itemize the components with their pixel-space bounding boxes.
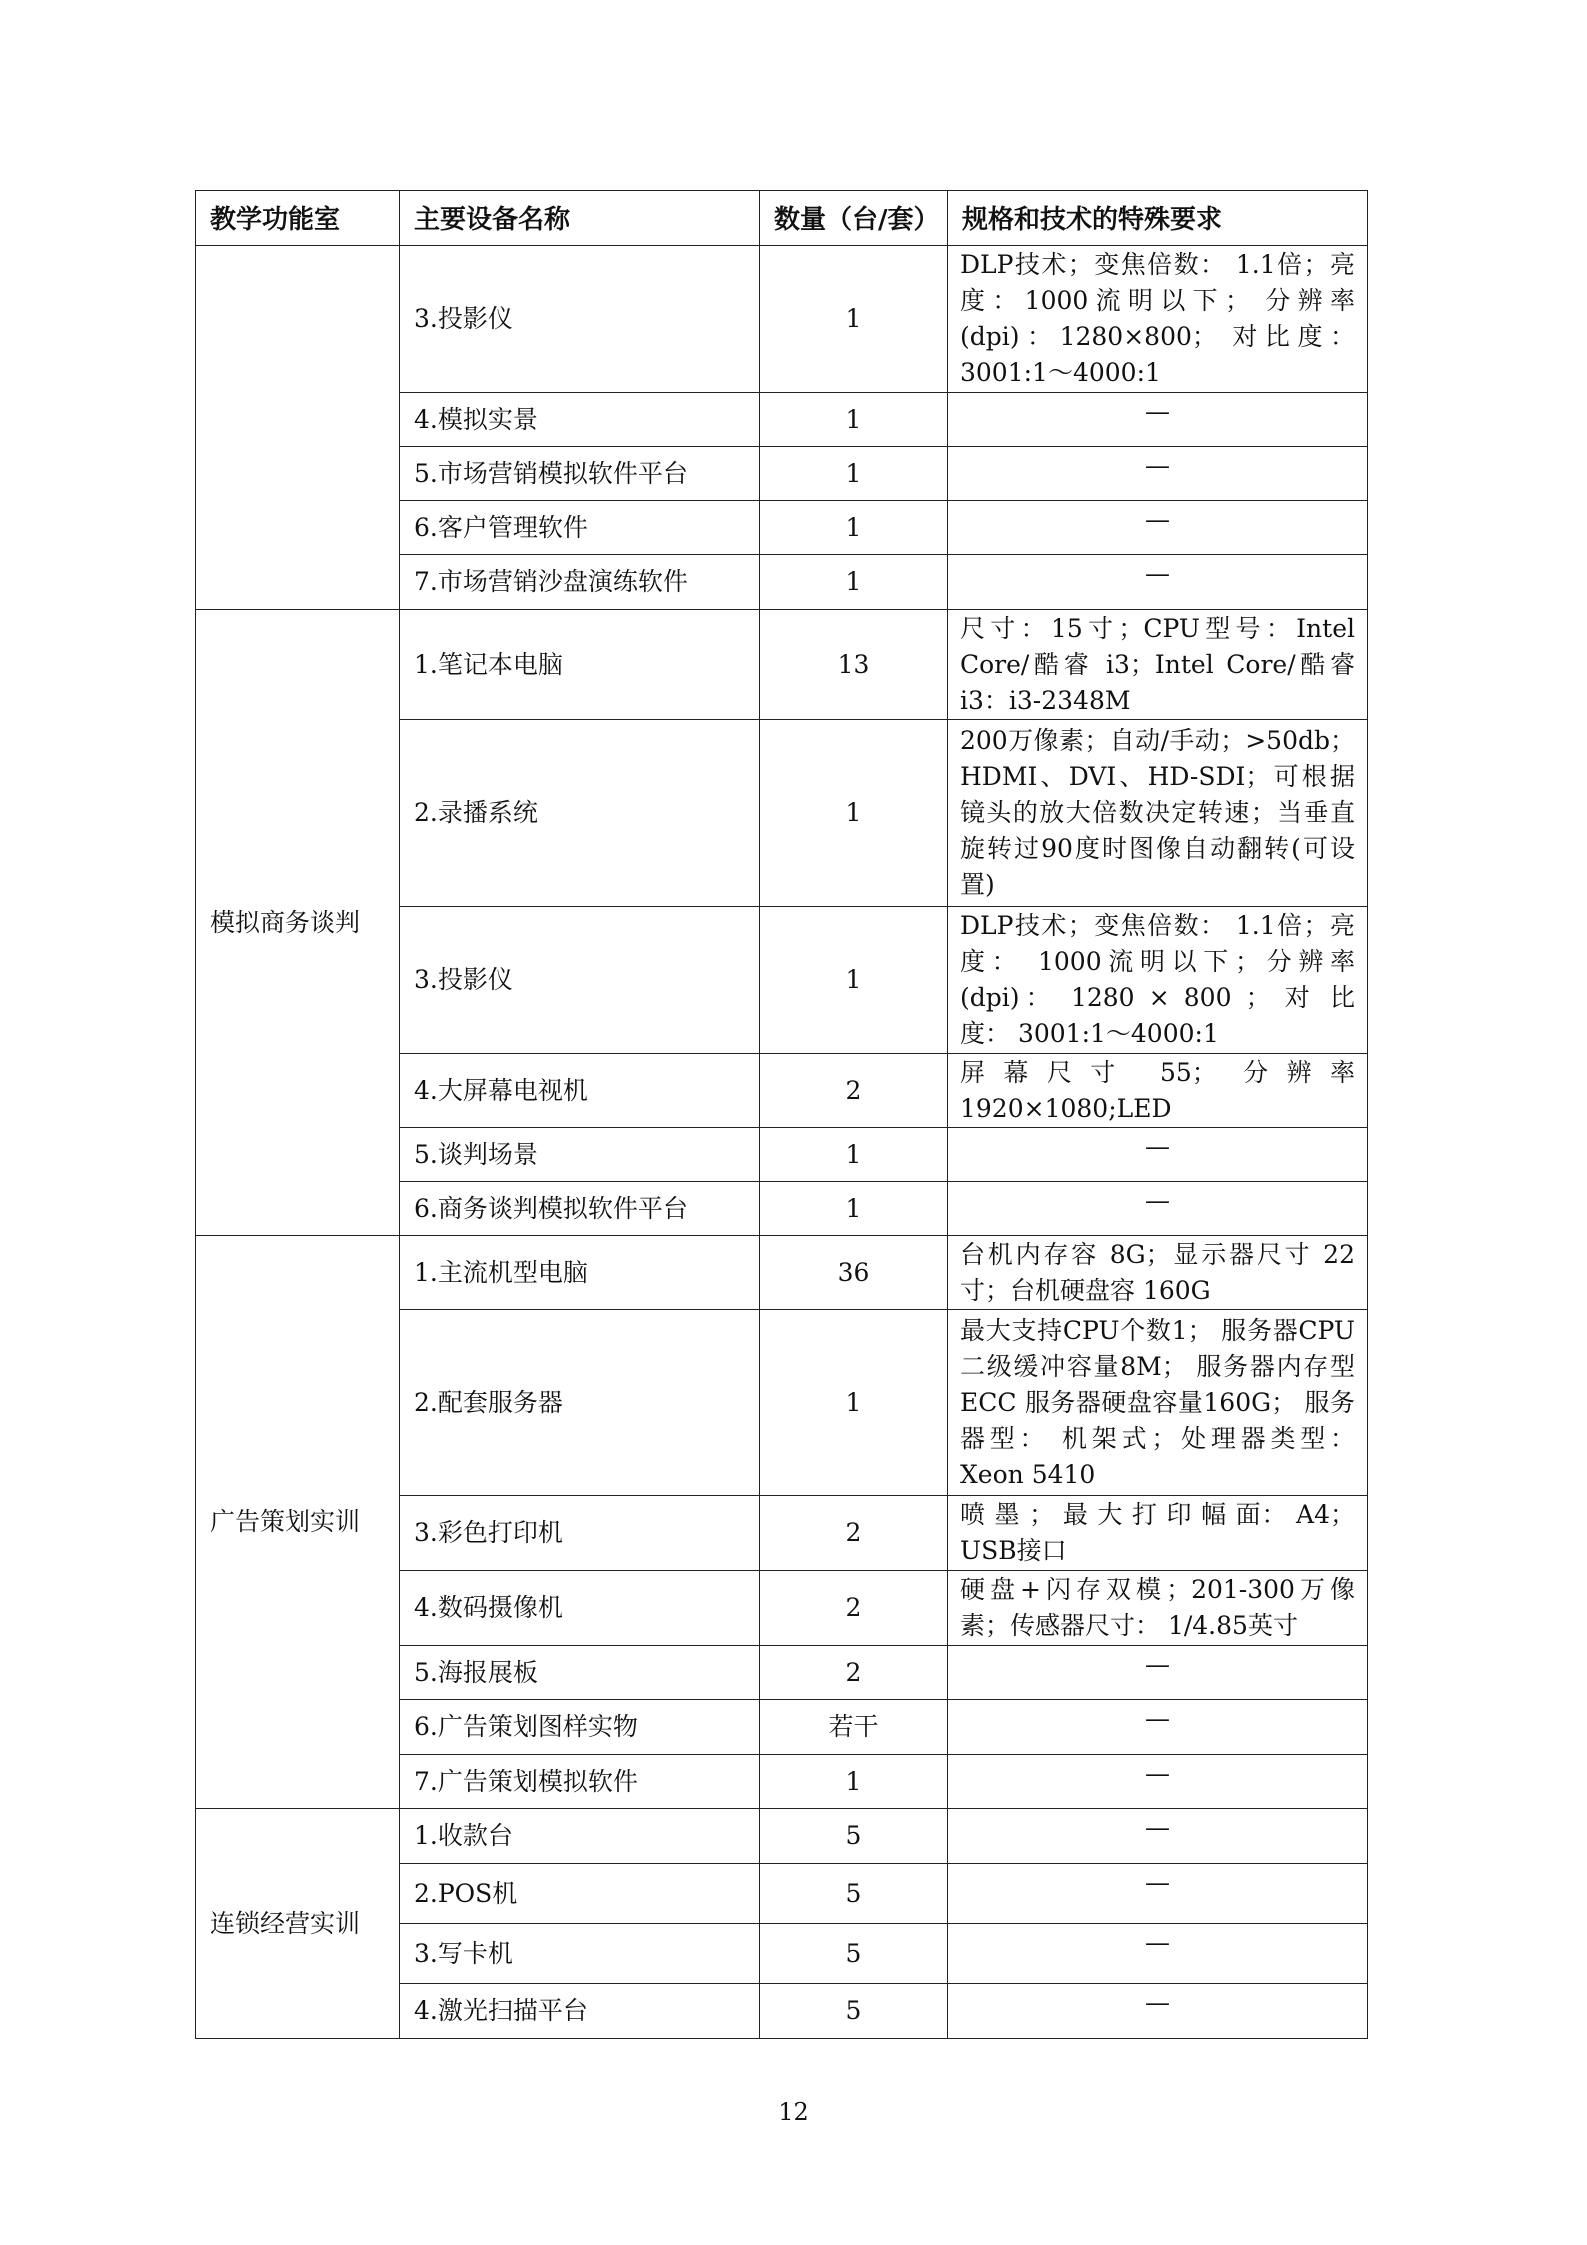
quantity-cell: 1	[760, 501, 948, 555]
spec-cell: 尺寸：15寸；CPU型号：Intel Core/酷睿 i3；Intel Core/酷睿 i3：i3-2348M	[948, 610, 1368, 720]
table-row	[196, 1809, 1368, 1864]
equipment-name-cell: 3.写卡机	[400, 1924, 760, 1984]
table-row	[196, 1236, 1368, 1310]
equipment-name-cell: 5.海报展板	[400, 1646, 760, 1700]
room-name-cell	[196, 246, 400, 610]
quantity-cell: 5	[760, 1924, 948, 1984]
equipment-name-cell: 4.模拟实景	[400, 393, 760, 447]
room-name-cell: 广告策划实训	[196, 1236, 400, 1809]
header-row	[196, 191, 1368, 246]
equipment-name-cell: 3.投影仪	[400, 907, 760, 1054]
spec-cell: —	[948, 1809, 1368, 1864]
quantity-cell: 2	[760, 1646, 948, 1700]
quantity-cell: 5	[760, 1984, 948, 2039]
quantity-cell: 2	[760, 1496, 948, 1571]
spec-cell: —	[948, 1646, 1368, 1700]
header-equipment: 主要设备名称	[400, 191, 760, 246]
spec-cell: 硬盘+闪存双模；201-300万像素；传感器尺寸： 1/4.85英寸	[948, 1571, 1368, 1646]
spec-cell: —	[948, 1700, 1368, 1755]
spec-cell: DLP技术；变焦倍数： 1.1倍；亮度： 1000流明以下；分辨率(dpi)： 1280 × 800 ； 对 比 度： 3001:1～4000:1	[948, 907, 1368, 1054]
quantity-cell: 2	[760, 1571, 948, 1646]
equipment-name-cell: 6.客户管理软件	[400, 501, 760, 555]
quantity-cell: 1	[760, 907, 948, 1054]
equipment-name-cell: 1.主流机型电脑	[400, 1236, 760, 1310]
spec-cell: 最大支持CPU个数1； 服务器CPU二级缓冲容量8M； 服务器内存型 ECC 服务器硬盘容量160G； 服务器型： 机架式；处理器类型： Xeon 5410	[948, 1310, 1368, 1496]
quantity-cell: 1	[760, 555, 948, 610]
table-row	[196, 610, 1368, 720]
quantity-cell: 1	[760, 1128, 948, 1182]
quantity-cell: 2	[760, 1054, 948, 1128]
table-row	[196, 246, 1368, 393]
quantity-cell: 13	[760, 610, 948, 720]
equipment-name-cell: 7.广告策划模拟软件	[400, 1755, 760, 1809]
room-name-cell: 连锁经营实训	[196, 1809, 400, 2039]
equipment-name-cell: 6.商务谈判模拟软件平台	[400, 1182, 760, 1236]
quantity-cell: 1	[760, 1755, 948, 1809]
equipment-name-cell: 2.配套服务器	[400, 1310, 760, 1496]
spec-cell: DLP技术；变焦倍数： 1.1倍；亮度：1000流明以下； 分辨率(dpi)：1280×800； 对比度：3001:1～4000:1	[948, 246, 1368, 393]
quantity-cell: 5	[760, 1864, 948, 1924]
header-room: 教学功能室	[196, 191, 400, 246]
equipment-name-cell: 5.市场营销模拟软件平台	[400, 447, 760, 501]
spec-cell: 200万像素；自动/手动；>50db；HDMI、DVI、HD-SDI；可根据镜头的放大倍数决定转速；当垂直旋转过90度时图像自动翻转(可设置)	[948, 720, 1368, 907]
equipment-name-cell: 2.POS机	[400, 1864, 760, 1924]
equipment-name-cell: 4.大屏幕电视机	[400, 1054, 760, 1128]
quantity-cell: 1	[760, 1310, 948, 1496]
spec-cell: —	[948, 447, 1368, 501]
room-name-cell: 模拟商务谈判	[196, 610, 400, 1236]
quantity-cell: 5	[760, 1809, 948, 1864]
quantity-cell: 1	[760, 393, 948, 447]
equipment-name-cell: 5.谈判场景	[400, 1128, 760, 1182]
page-number: 12	[778, 2098, 809, 2126]
equipment-name-cell: 2.录播系统	[400, 720, 760, 907]
quantity-cell: 36	[760, 1236, 948, 1310]
equipment-name-cell: 6.广告策划图样实物	[400, 1700, 760, 1755]
header-quantity: 数量（台/套）	[760, 191, 948, 246]
equipment-name-cell: 3.彩色打印机	[400, 1496, 760, 1571]
spec-cell: 台机内存容 8G；显示器尺寸 22寸；台机硬盘容 160G	[948, 1236, 1368, 1310]
spec-cell: —	[948, 1128, 1368, 1182]
spec-cell: —	[948, 555, 1368, 610]
quantity-cell: 1	[760, 447, 948, 501]
spec-cell: —	[948, 1924, 1368, 1984]
spec-cell: —	[948, 1984, 1368, 2039]
spec-cell: —	[948, 393, 1368, 447]
quantity-cell: 若干	[760, 1700, 948, 1755]
spec-cell: —	[948, 1182, 1368, 1236]
spec-cell: 喷 墨 ； 最 大 打 印 幅 面： A4； USB接口	[948, 1496, 1368, 1571]
equipment-name-cell: 7.市场营销沙盘演练软件	[400, 555, 760, 610]
spec-cell: —	[948, 1864, 1368, 1924]
spec-cell: 屏幕尺寸 55； 分辨率 1920×1080;LED	[948, 1054, 1368, 1128]
equipment-name-cell: 1.笔记本电脑	[400, 610, 760, 720]
equipment-name-cell: 4.激光扫描平台	[400, 1984, 760, 2039]
equipment-name-cell: 1.收款台	[400, 1809, 760, 1864]
quantity-cell: 1	[760, 1182, 948, 1236]
quantity-cell: 1	[760, 720, 948, 907]
quantity-cell: 1	[760, 246, 948, 393]
equipment-table	[195, 190, 1368, 2039]
equipment-name-cell: 3.投影仪	[400, 246, 760, 393]
spec-cell: —	[948, 501, 1368, 555]
equipment-name-cell: 4.数码摄像机	[400, 1571, 760, 1646]
header-spec: 规格和技术的特殊要求	[948, 191, 1368, 246]
spec-cell: —	[948, 1755, 1368, 1809]
